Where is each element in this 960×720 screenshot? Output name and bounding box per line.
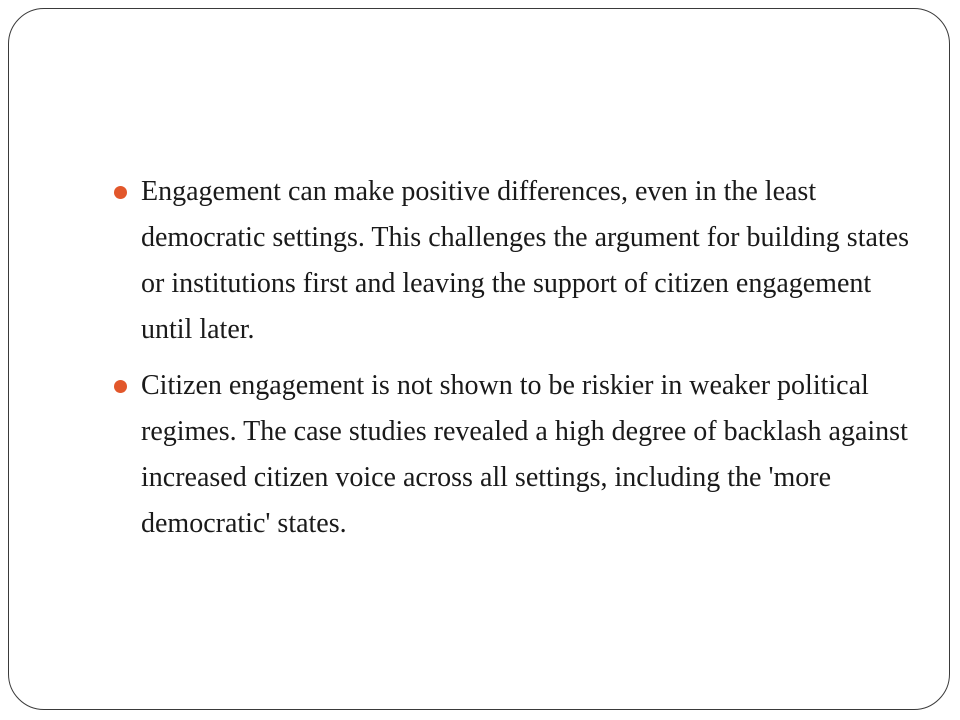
bullet-text-2: Citizen engagement is not shown to be riskier in weaker political regimes. The case studies revealed a high degree of backlash against increased citizen voice across all settings, including the 'more democratic' states. bbox=[141, 370, 908, 539]
slide-frame bbox=[8, 8, 950, 710]
bullet-item-2 bbox=[113, 363, 913, 547]
bullet-text-1: Engagement can make positive differences, even in the least democratic settings. This challenges the argument for building states or institutions first and leaving the support of citizen engagement until later. bbox=[141, 176, 910, 345]
bullet-item-1 bbox=[113, 169, 913, 353]
bullet-list bbox=[113, 169, 913, 557]
bullet-dot-icon bbox=[114, 380, 127, 393]
bullet-dot-icon bbox=[114, 186, 127, 199]
